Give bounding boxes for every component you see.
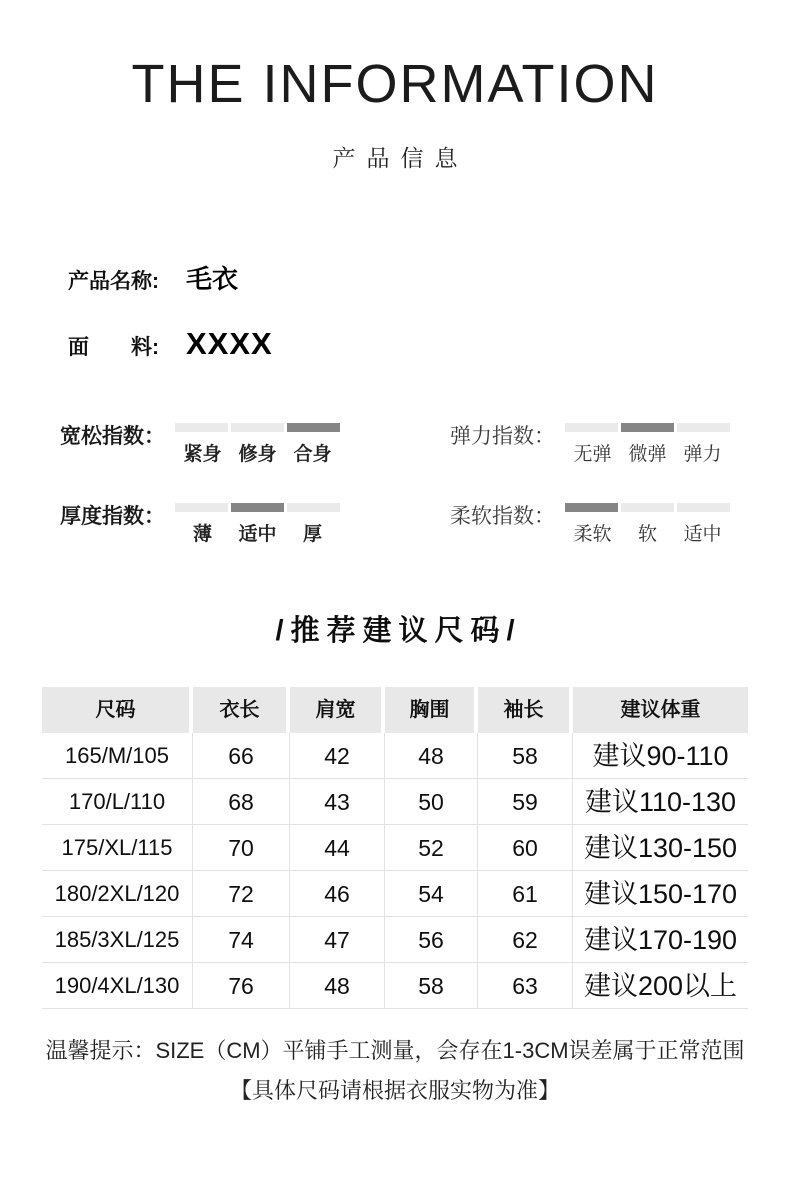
bar-segment: [565, 423, 618, 432]
size-cell: 165/M/105: [42, 733, 193, 779]
bust-cell: 50: [385, 779, 478, 825]
looseness-bar-wrap: [175, 418, 340, 466]
bar-segment: [677, 503, 730, 512]
fabric-value: XXXX: [186, 326, 273, 361]
bar-segment: [621, 423, 674, 432]
bar-segment: [621, 503, 674, 512]
bar-level-label: 紧身: [183, 444, 222, 465]
size-cell: 180/2XL/120: [42, 871, 193, 917]
shoulder-cell: 48: [290, 963, 385, 1009]
bar-segment: [231, 503, 284, 512]
table-row: [42, 825, 748, 871]
table-row: [42, 779, 748, 825]
thickness-index: [60, 498, 450, 546]
shoulder-cell: 44: [290, 825, 385, 871]
elasticity-bar-wrap: [565, 418, 730, 466]
product-name-row: [68, 259, 790, 296]
measurement-notes: [0, 1031, 790, 1111]
size-table-header-row: [42, 687, 748, 733]
bust-cell: 52: [385, 825, 478, 871]
sleeve-cell: 63: [478, 963, 573, 1009]
size-cell: 170/L/110: [42, 779, 193, 825]
bar-segment: [287, 503, 340, 512]
thickness-bar: [175, 503, 340, 512]
sleeve-cell: 61: [478, 871, 573, 917]
looseness-bar-labels: [175, 439, 340, 466]
elasticity-bar: [565, 423, 730, 432]
bar-level-label: 弹力: [683, 444, 722, 465]
bar-level-label: 修身: [238, 444, 277, 465]
softness-index: [450, 498, 790, 546]
size-cell: 175/XL/115: [42, 825, 193, 871]
weight-cell: 建议90-110: [573, 733, 748, 779]
bar-level-label: 柔软: [573, 524, 612, 545]
table-row: [42, 963, 748, 1009]
thickness-index-label: 厚度指数：: [60, 505, 165, 528]
length-cell: 76: [193, 963, 290, 1009]
column-header-bust: 胸围: [385, 687, 478, 733]
weight-cell: 建议110-130: [573, 779, 748, 825]
weight-cell: 建议150-170: [573, 871, 748, 917]
bar-segment: [175, 423, 228, 432]
index-section: [0, 418, 790, 546]
product-info-page: [0, 56, 790, 1187]
elasticity-index-label: 弹力指数：: [450, 425, 555, 448]
page-subtitle: 产品信息: [332, 145, 469, 171]
bar-level-label: 无弹: [573, 444, 612, 465]
weight-cell: 建议170-190: [573, 917, 748, 963]
bar-segment: [287, 423, 340, 432]
fabric-row: [68, 326, 790, 362]
bar-level-label: 厚: [302, 524, 322, 545]
bar-level-label: 适中: [683, 524, 722, 545]
bar-segment: [231, 423, 284, 432]
length-cell: 74: [193, 917, 290, 963]
bar-level-label: 合身: [293, 444, 332, 465]
bar-level-label: 软: [637, 524, 657, 545]
weight-cell: 建议130-150: [573, 825, 748, 871]
column-header-length: 衣长: [193, 687, 290, 733]
sleeve-cell: 62: [478, 917, 573, 963]
thickness-bar-wrap: [175, 498, 340, 546]
shoulder-cell: 47: [290, 917, 385, 963]
bust-cell: 56: [385, 917, 478, 963]
column-header-shoulder: 肩宽: [290, 687, 385, 733]
shoulder-cell: 43: [290, 779, 385, 825]
table-row: [42, 871, 748, 917]
column-header-size: 尺码: [42, 687, 193, 733]
size-table-body: [42, 733, 748, 1009]
looseness-index-label: 宽松指数：: [60, 425, 165, 448]
bar-segment: [175, 503, 228, 512]
softness-index-label: 柔软指数：: [450, 505, 555, 528]
elasticity-index: [450, 418, 790, 466]
shoulder-cell: 42: [290, 733, 385, 779]
bar-level-label: 薄: [192, 524, 212, 545]
sleeve-cell: 58: [478, 733, 573, 779]
size-table: [42, 687, 748, 1009]
softness-bar-wrap: [565, 498, 730, 546]
bar-level-label: 微弹: [628, 444, 667, 465]
size-cell: 185/3XL/125: [42, 917, 193, 963]
bust-cell: 48: [385, 733, 478, 779]
note-line: 【具体尺码请根据衣服实物为准】: [229, 1078, 560, 1103]
bar-level-label: 适中: [238, 524, 277, 545]
weight-cell: 建议200以上: [573, 963, 748, 1009]
softness-bar: [565, 503, 730, 512]
bust-cell: 54: [385, 871, 478, 917]
product-name-label: 产品名称:: [68, 270, 159, 293]
note-line: 温馨提示：SIZE（CM）平铺手工测量，会存在1-3CM误差属于正常范围: [45, 1038, 745, 1063]
looseness-bar: [175, 423, 340, 432]
thickness-bar-labels: [175, 519, 340, 546]
length-cell: 72: [193, 871, 290, 917]
table-row: [42, 917, 748, 963]
bust-cell: 58: [385, 963, 478, 1009]
sleeve-cell: 59: [478, 779, 573, 825]
bar-segment: [677, 423, 730, 432]
column-header-weight: 建议体重: [573, 687, 748, 733]
size-section-heading: /推荐建议尺码/: [275, 615, 522, 647]
length-cell: 68: [193, 779, 290, 825]
softness-bar-labels: [565, 519, 730, 546]
shoulder-cell: 46: [290, 871, 385, 917]
product-info-section: [68, 259, 790, 362]
column-header-sleeve: 袖长: [478, 687, 573, 733]
bar-segment: [565, 503, 618, 512]
fabric-label: 面 料:: [68, 336, 159, 359]
elasticity-bar-labels: [565, 439, 730, 466]
length-cell: 70: [193, 825, 290, 871]
sleeve-cell: 60: [478, 825, 573, 871]
page-title: THE INFORMATION: [131, 54, 659, 114]
length-cell: 66: [193, 733, 290, 779]
table-row: [42, 733, 748, 779]
size-cell: 190/4XL/130: [42, 963, 193, 1009]
looseness-index: [60, 418, 450, 466]
product-name-value: 毛衣: [186, 264, 239, 294]
